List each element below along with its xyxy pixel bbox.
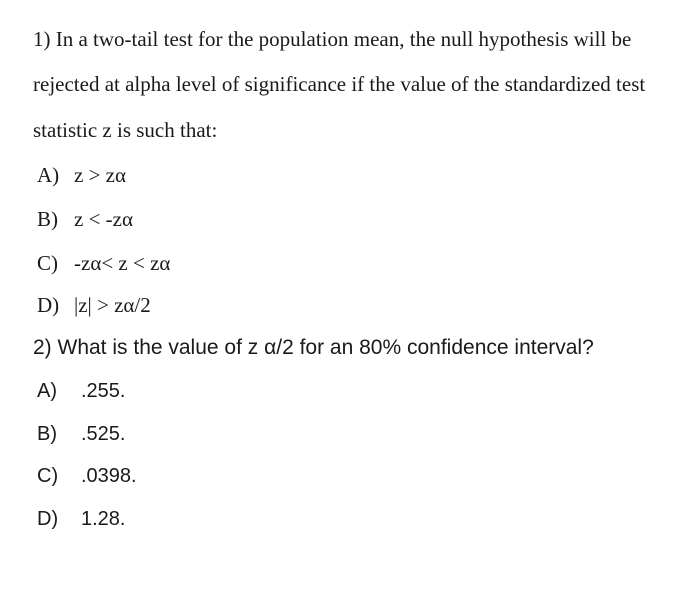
option-text: -zα< z < zα — [74, 251, 171, 275]
question-2-prompt: 2) What is the value of z α/2 for an 80% confidence interval? — [33, 336, 594, 359]
option-text: .525. — [81, 423, 126, 445]
option-letter: C) — [37, 251, 58, 275]
option-letter: A) — [37, 380, 57, 402]
question-1-line-1: 1) In a two-tail test for the population mean, the null hypothesis will be — [33, 27, 632, 51]
question-1-line-2: rejected at alpha level of significance if the value of the standardized test — [33, 72, 646, 96]
question-1-option-b — [37, 209, 133, 230]
option-letter: D) — [37, 508, 59, 530]
option-text: |z| > zα/2 — [74, 293, 151, 317]
question-2-option-b — [37, 424, 125, 444]
option-text: 1.28. — [81, 508, 126, 530]
question-1-option-c — [37, 253, 170, 274]
option-text: .255. — [81, 380, 126, 402]
option-text: .0398. — [81, 465, 137, 487]
option-letter: C) — [37, 465, 59, 487]
question-2-option-a — [37, 381, 125, 401]
question-1-option-d — [37, 295, 151, 316]
option-letter: D) — [37, 293, 60, 317]
option-text: z < -zα — [74, 207, 133, 231]
option-letter: B) — [37, 207, 58, 231]
question-1-line-3: statistic z is such that: — [33, 118, 218, 142]
question-2-option-d — [37, 509, 125, 529]
option-text: z > zα — [74, 163, 126, 187]
option-letter: A) — [37, 163, 60, 187]
question-2-option-c — [37, 466, 137, 486]
option-letter: B) — [37, 423, 57, 445]
question-1-option-a — [37, 165, 126, 186]
